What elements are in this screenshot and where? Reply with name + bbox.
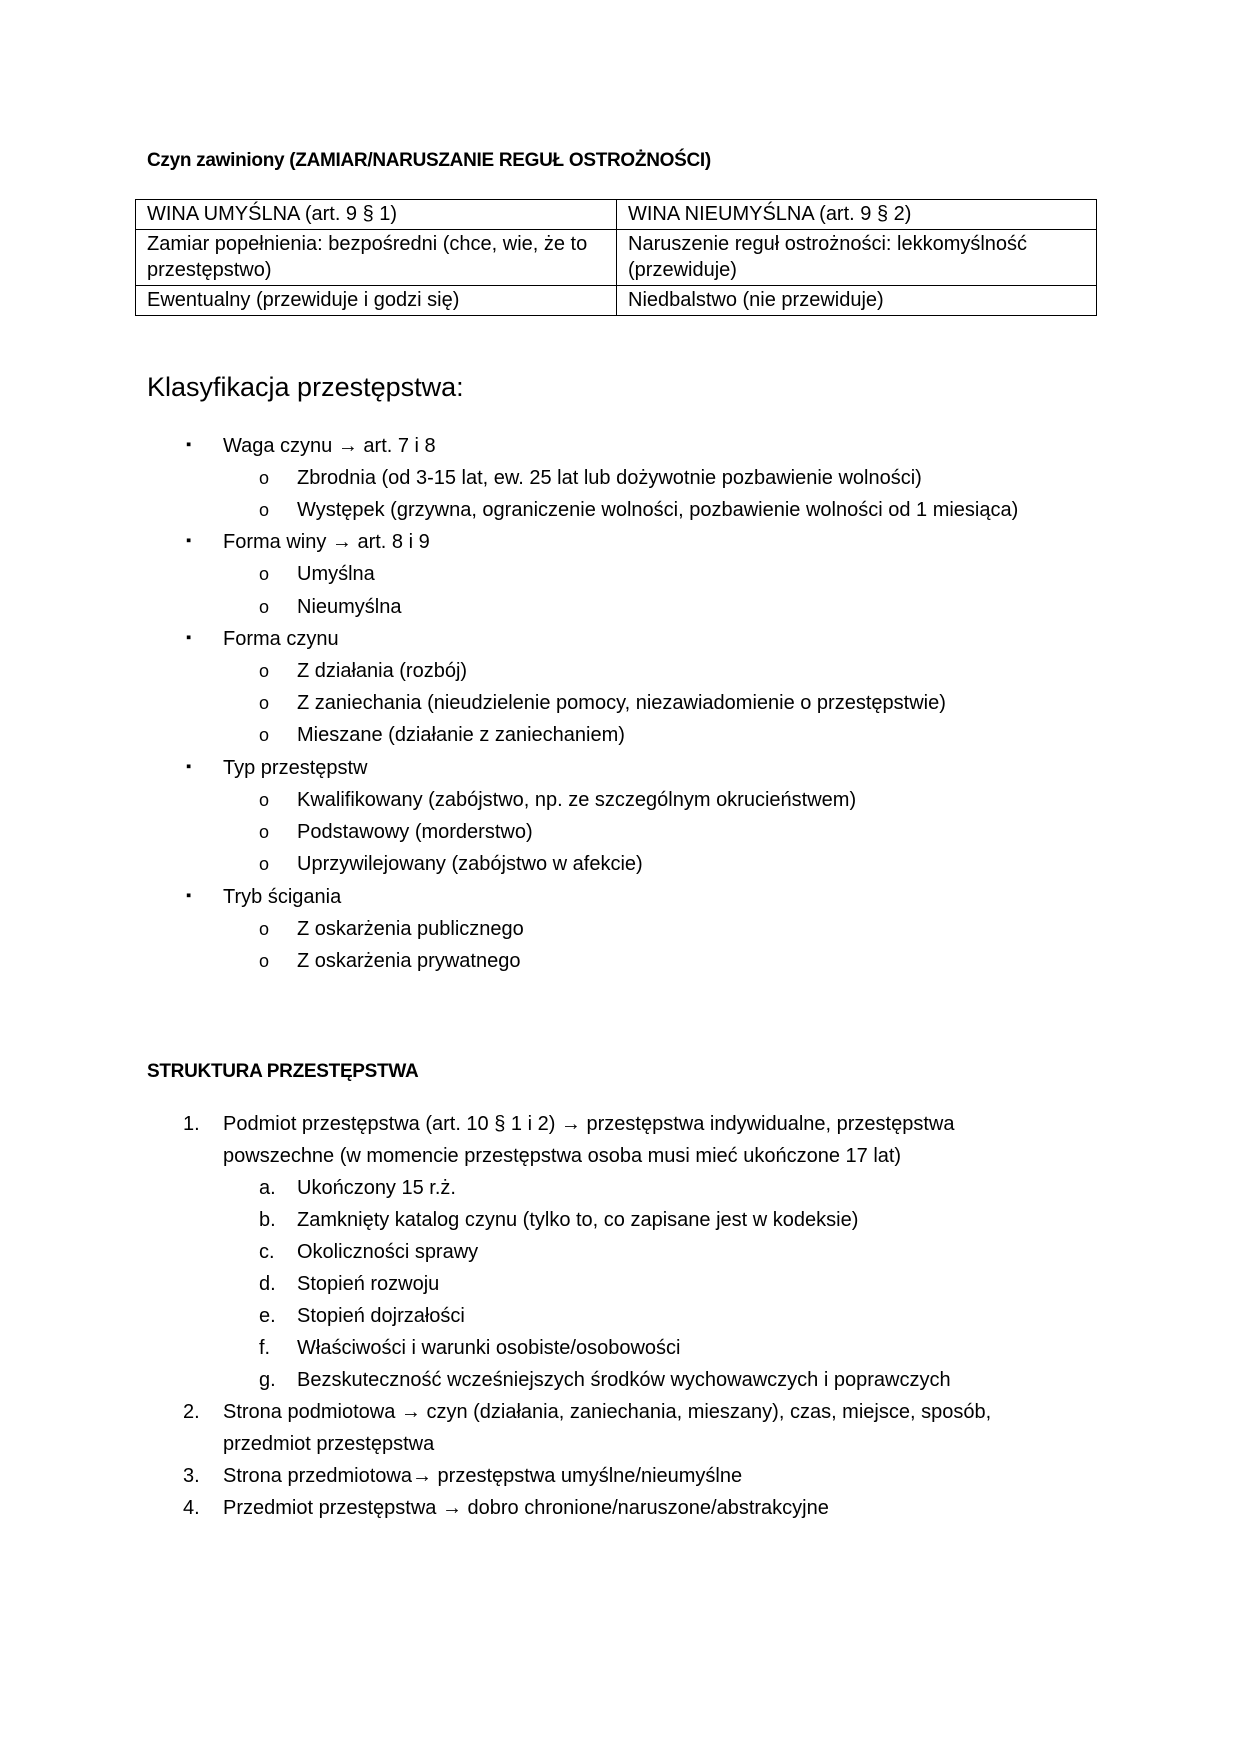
- sub-list-item: Zbrodnia (od 3-15 lat, ew. 25 lat lub dożywotnie pozbawienie wolności): [297, 467, 922, 489]
- sub-bullet-marker: o: [259, 725, 270, 745]
- table-row: [136, 200, 1097, 230]
- list-letter: f.: [259, 1337, 271, 1359]
- sub-bullet-marker: o: [259, 790, 270, 810]
- section-title-czyn-zawiniony: Czyn zawiniony (ZAMIAR/NARUSZANIE REGUŁ OSTROŻNOŚCI): [147, 150, 711, 171]
- list-letter: a.: [259, 1177, 276, 1199]
- list-letter: b.: [259, 1209, 276, 1231]
- list-number: 3.: [183, 1465, 200, 1487]
- sub-list-item: Podstawowy (morderstwo): [297, 821, 533, 843]
- numbered-item-line: Przedmiot przestępstwa → dobro chronione/naruszone/abstrakcyjne: [223, 1497, 829, 1519]
- sub-list-item: Występek (grzywna, ograniczenie wolności, pozbawienie wolności od 1 miesiąca): [297, 499, 1019, 521]
- sub-bullet-marker: o: [259, 597, 270, 617]
- lettered-item: Ukończony 15 r.ż.: [297, 1177, 456, 1199]
- sub-list-item: Z zaniechania (nieudzielenie pomocy, niezawiadomienie o przestępstwie): [297, 692, 946, 714]
- sub-bullet-marker: o: [259, 468, 270, 488]
- sub-bullet-marker: o: [259, 854, 270, 874]
- sub-list-item: Z działania (rozbój): [297, 660, 468, 682]
- sub-bullet-marker: o: [259, 822, 270, 842]
- sub-list-item: Mieszane (działanie z zaniechaniem): [297, 724, 625, 746]
- sub-list-item: Nieumyślna: [297, 596, 402, 618]
- numbered-item-line: Strona podmiotowa → czyn (działania, zaniechania, mieszany), czas, miejsce, sposób,: [223, 1401, 992, 1423]
- list-letter: e.: [259, 1305, 276, 1327]
- sub-bullet-marker: o: [259, 951, 270, 971]
- sub-list-item: Uprzywilejowany (zabójstwo w afekcie): [297, 853, 643, 875]
- table-row: [136, 286, 1097, 316]
- table-cell: WINA UMYŚLNA (art. 9 § 1): [136, 200, 617, 230]
- sub-list-item: Kwalifikowany (zabójstwo, np. ze szczególnym okrucieństwem): [297, 789, 857, 811]
- wina-table: [135, 199, 1097, 316]
- lettered-item: Właściwości i warunki osobiste/osobowości: [297, 1337, 681, 1359]
- lettered-item: Zamknięty katalog czynu (tylko to, co zapisane jest w kodeksie): [297, 1209, 859, 1231]
- bullet-marker: ▪: [186, 436, 192, 453]
- sub-bullet-marker: o: [259, 693, 270, 713]
- table-row: [136, 230, 1097, 286]
- sub-list-item: Z oskarżenia publicznego: [297, 918, 524, 940]
- lettered-item: Stopień dojrzałości: [297, 1305, 465, 1327]
- list-number: 4.: [183, 1497, 200, 1519]
- table-cell: Naruszenie reguł ostrożności: lekkomyślność (przewiduje): [617, 230, 1097, 286]
- list-item: Forma czynu: [223, 628, 339, 650]
- bullet-marker: ▪: [186, 758, 192, 775]
- bullet-marker: ▪: [186, 887, 192, 904]
- lettered-item: Bezskuteczność wcześniejszych środków wychowawczych i poprawczych: [297, 1369, 951, 1391]
- list-letter: c.: [259, 1241, 275, 1263]
- sub-bullet-marker: o: [259, 919, 270, 939]
- table-cell: Ewentualny (przewiduje i godzi się): [136, 286, 617, 316]
- sub-bullet-marker: o: [259, 661, 270, 681]
- numbered-item-line: powszechne (w momencie przestępstwa osoba musi mieć ukończone 17 lat): [223, 1145, 902, 1167]
- struktura-heading: STRUKTURA PRZESTĘPSTWA: [147, 1061, 419, 1082]
- sub-bullet-marker: o: [259, 564, 270, 584]
- sub-list-item: Z oskarżenia prywatnego: [297, 950, 521, 972]
- sub-list-item: Umyślna: [297, 563, 375, 585]
- bullet-marker: ▪: [186, 629, 192, 646]
- list-letter: g.: [259, 1369, 276, 1391]
- bullet-marker: ▪: [186, 532, 192, 549]
- lettered-item: Okoliczności sprawy: [297, 1241, 479, 1263]
- lettered-item: Stopień rozwoju: [297, 1273, 440, 1295]
- sub-bullet-marker: o: [259, 500, 270, 520]
- list-item: Forma winy → art. 8 i 9: [223, 531, 430, 553]
- numbered-item-line: Podmiot przestępstwa (art. 10 § 1 i 2) → przestępstwa indywidualne, przestępstwa: [223, 1113, 955, 1135]
- table-cell: Niedbalstwo (nie przewiduje): [617, 286, 1097, 316]
- list-item: Tryb ścigania: [223, 886, 342, 908]
- numbered-item-line: przedmiot przestępstwa: [223, 1433, 435, 1455]
- list-number: 2.: [183, 1401, 200, 1423]
- table-cell: WINA NIEUMYŚLNA (art. 9 § 2): [617, 200, 1097, 230]
- list-item: Waga czynu → art. 7 i 8: [223, 435, 436, 457]
- numbered-item-line: Strona przedmiotowa→ przestępstwa umyślne/nieumyślne: [223, 1465, 743, 1487]
- klasyfikacja-heading: Klasyfikacja przestępstwa:: [147, 372, 464, 402]
- list-number: 1.: [183, 1113, 200, 1135]
- list-item: Typ przestępstw: [223, 757, 368, 779]
- table-cell: Zamiar popełnienia: bezpośredni (chce, wie, że to przestępstwo): [136, 230, 617, 286]
- list-letter: d.: [259, 1273, 276, 1295]
